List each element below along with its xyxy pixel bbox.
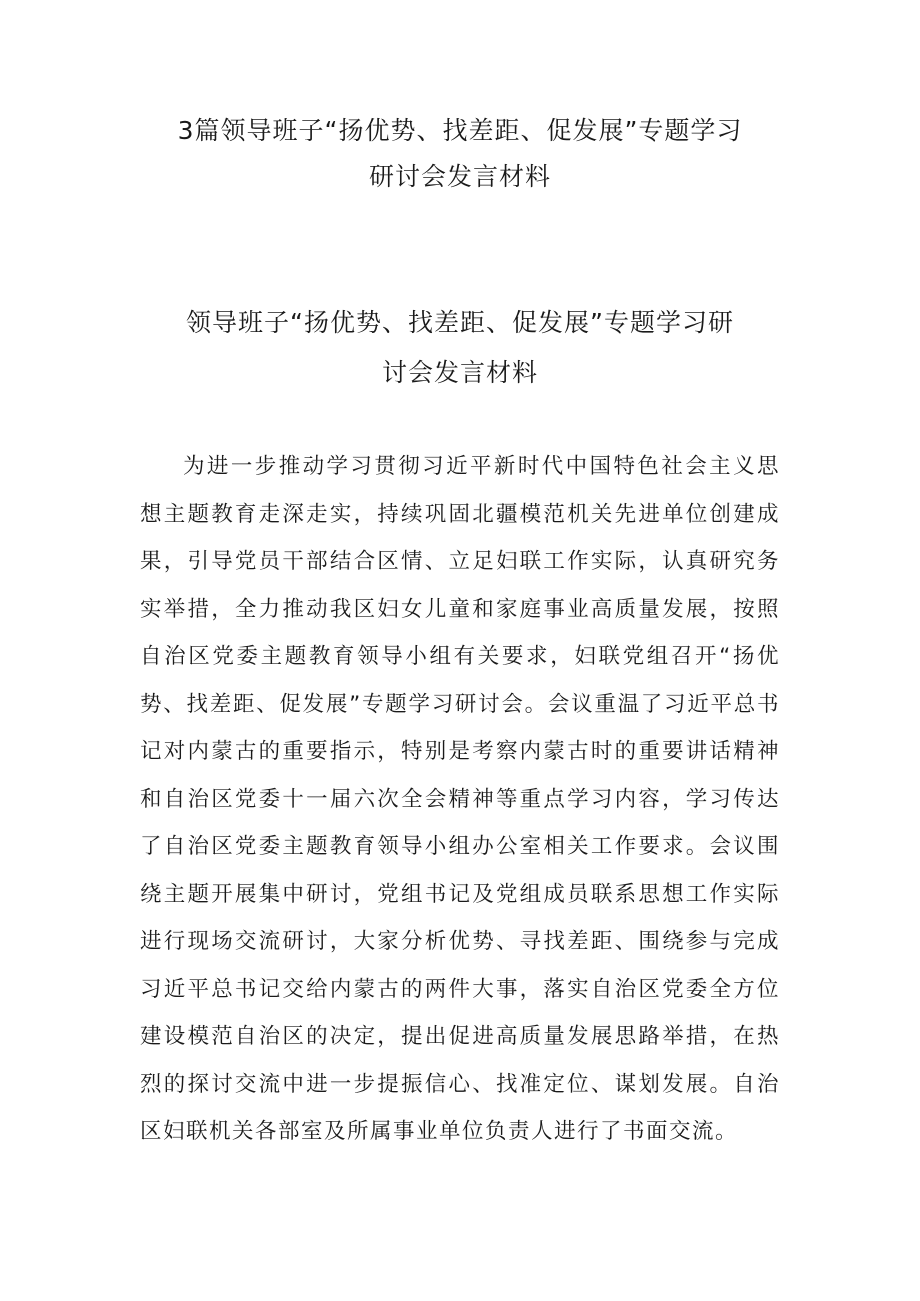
body-paragraph: 为进一步推动学习贯彻习近平新时代中国特色社会主义思想主题教育走深走实，持续巩固北疆模范机关先进单位创建成果，引导党员干部结合区情、立足妇联工作实际，认真研究务实举措，全力推动我区妇女儿童和家庭事业高质量发展，按照自治区党委主题教育领导小组有关要求，妇联党组召开“扬优势、找差距、促发展”专题学习研讨会。会议重温了习近平总书记对内蒙古的重要指示，特别是考察内蒙古时的重要讲话精神和自治区党委十一届六次全会精神等重点学习内容，学习传达了自治区党委主题教育领导小组办公室相关工作要求。会议围绕主题开展集中研讨，党组书记及党组成员联系思想工作实际进行现场交流研讨，大家分析优势、寻找差距、围绕参与完成习近平总书记交给内蒙古的两件大事，落实自治区党委全方位建设模范自治区的决定，提出促进高质量发展思路举措，在热烈的探讨交流中进一步提振信心、找准定位、谋划发展。自治区妇联机关各部室及所属事业单位负责人进行了书面交流。 [140, 454, 780, 1144]
document-title [130, 108, 790, 200]
section-title [140, 298, 780, 398]
document-title-line-2: 研讨会发言材料 [368, 162, 551, 191]
section-title-line-1: 领导班子“扬优势、找差距、促发展”专题学习研 [186, 308, 734, 337]
section-title-line-2: 讨会发言材料 [381, 358, 538, 387]
document-title-line-1: 3篇领导班子“扬优势、找差距、促发展”专题学习 [177, 116, 743, 145]
